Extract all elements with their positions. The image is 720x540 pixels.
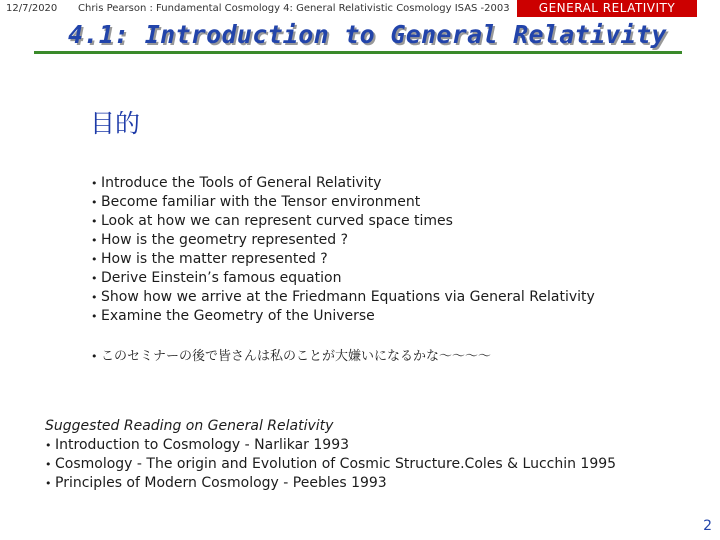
reading-item: • Cosmology - The origin and Evolution of Cosmic Structure.Coles & Lucchin 1995	[45, 455, 616, 474]
reading-item: • Principles of Modern Cosmology - Peebles 1993	[45, 474, 616, 493]
author-course-line: Chris Pearson : Fundamental Cosmology 4: General Relativistic Cosmology ISAS -2003	[78, 3, 510, 14]
suggested-reading	[45, 417, 616, 493]
objective-item: • How is the matter represented ?	[91, 250, 595, 269]
objective-item: • Become familiar with the Tensor environment	[91, 193, 595, 212]
slide-title: 4.1: Introduction to General Relativity	[68, 20, 667, 49]
reading-item: • Introduction to Cosmology - Narlikar 1993	[45, 436, 616, 455]
title-underline	[34, 51, 682, 54]
slide-date: 12/7/2020	[6, 3, 58, 14]
objective-item: • Look at how we can represent curved space times	[91, 212, 595, 231]
section-heading: 目的	[90, 109, 141, 138]
reading-list	[45, 436, 616, 493]
page-number: 2	[703, 518, 712, 534]
objectives-list	[91, 174, 595, 326]
objective-item: • How is the geometry represented ?	[91, 231, 595, 250]
objective-item: • Introduce the Tools of General Relativity	[91, 174, 595, 193]
objective-item: • Examine the Geometry of the Universe	[91, 307, 595, 326]
topic-tag: GENERAL RELATIVITY	[517, 0, 697, 17]
objective-item: • Show how we arrive at the Friedmann Equations via General Relativity	[91, 288, 595, 307]
objective-item: • Derive Einstein’s famous equation	[91, 269, 595, 288]
japanese-note: • このセミナーの後で皆さんは私のことが大嫌いになるかな～～～～	[91, 347, 491, 366]
reading-heading: Suggested Reading on General Relativity	[45, 418, 334, 434]
